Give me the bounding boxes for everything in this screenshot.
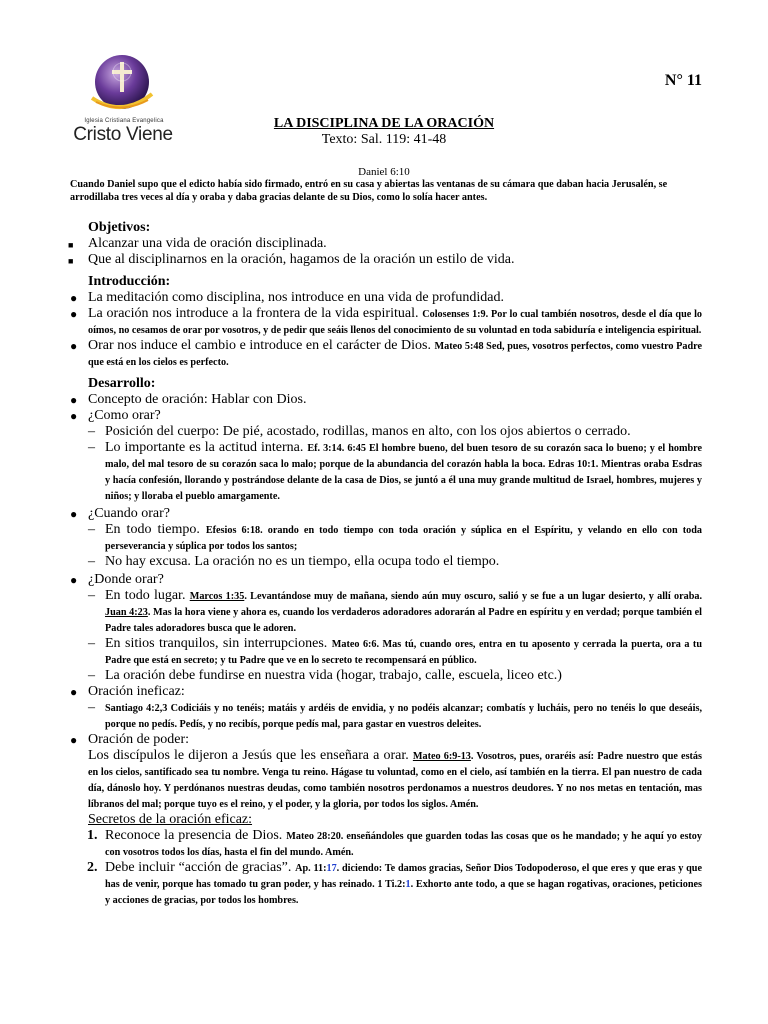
dash-icon: – — [88, 700, 95, 715]
list-item: ● Oración ineficaz: — [70, 684, 185, 699]
bullet-icon: ● — [70, 573, 78, 587]
list-item: ● Oración de poder: — [70, 732, 190, 747]
square-bullet-icon: ■ — [68, 256, 74, 266]
sub-item: – Posición del cuerpo: De pié, acostado, rodillas, manos en alto, con los ojos abiertos o cerrado. — [88, 424, 631, 439]
bullet-icon: ● — [70, 307, 78, 321]
dash-icon: – — [88, 668, 95, 683]
text-reference: Texto: Sal. 119: 41-48 — [321, 132, 447, 147]
list-item: ● ¿Donde orar? — [70, 572, 164, 587]
main-content — [68, 220, 702, 908]
sub-item: – No hay excusa. La oración no es un tiempo, ella ocupa todo el tiempo. — [88, 554, 500, 569]
list-item: ● La oración nos introduce a la frontera de la vida espiritual. Colosenses 1:9. Por lo cual también nosotros, desde el día que lo oímos, no cesamos de orar por vosotros, y de pedir que seáis llenos del conocimiento de su voluntad en toda sabiduría e inteligencia espiritual. — [70, 306, 702, 336]
logo-subtitle: Iglesia Cristiana Evangelica — [84, 118, 164, 124]
sub-item: – La oración debe fundirse en nuestra vida (hogar, trabajo, calle, escuela, liceo etc.) — [88, 668, 562, 683]
list-item: ● ¿Cuando orar? — [70, 506, 171, 521]
dash-icon: – — [88, 636, 95, 651]
list-item: ● Orar nos induce el cambio e introduce en el carácter de Dios. Mateo 5:48 Sed, pues, vosotros perfectos, como vuestro Padre que está en los cielos es perfecto. — [70, 338, 702, 368]
bullet-icon: ● — [70, 339, 78, 353]
page-title: LA DISCIPLINA DE LA ORACIÓN — [273, 116, 495, 131]
list-item: ■ Que al disciplinarnos en la oración, hagamos de la oración un estilo de vida. — [68, 252, 515, 267]
list-item: ● Concepto de oración: Hablar con Dios. — [70, 392, 307, 407]
bullet-icon: ● — [70, 291, 78, 305]
bullet-icon: ● — [70, 409, 78, 423]
daniel-quote: Cuando Daniel supo que el edicto había sido firmado, entró en su casa y abiertas las ventanas de su cámara que daban hacia Jerusalén, se arrodillaba tres veces al día y oraba y daba gracias delante de su Dios, como lo solía hacer antes. — [70, 179, 668, 203]
dash-icon: – — [88, 424, 95, 439]
square-bullet-icon: ■ — [68, 240, 74, 250]
list-item: ● ¿Como orar? — [70, 408, 161, 423]
objetivos-heading: Objetivos: — [88, 220, 151, 235]
sub-item: – En todo tiempo. Efesios 6:18. orando en todo tiempo con toda oración y súplica en el Espíritu, y velando en ello con toda perseverancia y súplica por todos los santos; — [88, 522, 702, 552]
dash-icon: – — [88, 554, 95, 569]
bullet-icon: ● — [70, 393, 78, 407]
dash-icon: – — [88, 588, 95, 603]
logo-title: Cristo Viene — [73, 124, 173, 145]
bullet-icon: ● — [70, 507, 78, 521]
lesson-number: N° 11 — [664, 72, 702, 89]
numbered-item: 1. Reconoce la presencia de Dios. Mateo 28:20. enseñándoles que guarden todas las cosas que os he mandado; y he aquí yo estoy con vosotros todos los días, hasta el fin del mundo. Amén. — [87, 828, 702, 858]
sub-item: – Lo importante es la actitud interna. Ef. 3:14. 6:45 El hombre bueno, del buen tesoro de su corazón saca lo bueno; y el hombre malo, del mal tesoro de su corazón saca lo malo; porque de la abundancia del corazón habla la boca. Edras 10:1. Mientras oraba Esdras y hacía confesión, llorando y postrándose delante de la casa de Dios, se juntó a él una muy grande multitud de Israel, hombres, mujeres y niños; y lloraba el pueblo amargamente. — [88, 440, 703, 502]
introduccion-heading: Introducción: — [88, 274, 171, 289]
sub-item: – En todo lugar. Marcos 1:35. Levantándose muy de mañana, siendo aún muy oscuro, salió y se fue a un lugar desierto, y allí oraba. Juan 4:23. Mas la hora viene y ahora es, cuando los verdaderos adoradores adorarán al Padre en espíritu y en verdad; porque también el Padre tales adoradores busca que le adoren. — [88, 588, 702, 634]
bullet-icon: ● — [70, 733, 78, 747]
dash-icon: – — [88, 440, 95, 455]
globe-cross-icon — [86, 50, 158, 120]
list-item: ● La meditación como disciplina, nos introduce en una vida de profundidad. — [70, 290, 504, 305]
list-item: ■ Alcanzar una vida de oración disciplinada. — [68, 236, 327, 251]
bullet-icon: ● — [70, 685, 78, 699]
desarrollo-heading: Desarrollo: — [88, 376, 156, 391]
numbered-item: 2. Debe incluir “acción de gracias”. Ap. 11:17. diciendo: Te damos gracias, Señor Dios Todopoderoso, el que eres y que eras y que has de venir, porque has tomado tu gran poder, y has reinado. 1 Ti.2:1. Exhorto ante todo, a que se hagan rogativas, oraciones, peticiones y acciones de gracias, por todos los hombres. — [87, 860, 702, 906]
title-block — [0, 116, 768, 148]
poder-paragraph: Los discípulos le dijeron a Jesús que les enseñara a orar. Mateo 6:9-13. Vosotros, pues, oraréis así: Padre nuestro que estás en los cielos, santificado sea tu nombre. Venga tu reino. Hágase tu voluntad, como en el cielo, así también en la tierra. El pan nuestro de cada día, dánoslo hoy. Y perdónanos nuestras deudas, como también nosotros perdonamos a nuestros deudores. Y no nos metas en tentación, mas líbranos del mal; porque tuyo es el reino, y el poder, y la gloria, por todos los siglos. Amén. — [88, 748, 702, 810]
dash-icon: – — [88, 522, 95, 537]
secretos-heading: Secretos de la oración eficaz: — [88, 812, 253, 827]
sub-item: – Santiago 4:2,3 Codiciáis y no tenéis; matáis y ardéis de envidia, y no podéis alcanzar; combatís y lucháis, pero no tenéis lo que deseáis, porque no pedís. Pedís, y no recibís, porque pedís mal, para gastar en vuestros deleites. — [88, 700, 702, 730]
daniel-reference: Daniel 6:10 — [358, 166, 410, 178]
sub-item: – En sitios tranquilos, sin interrupciones. Mateo 6:6. Mas tú, cuando ores, entra en tu aposento y cerrada la puerta, ora a tu Padre que está en secreto; y tu Padre que ve en lo secreto te recompensará en público. — [88, 636, 702, 666]
